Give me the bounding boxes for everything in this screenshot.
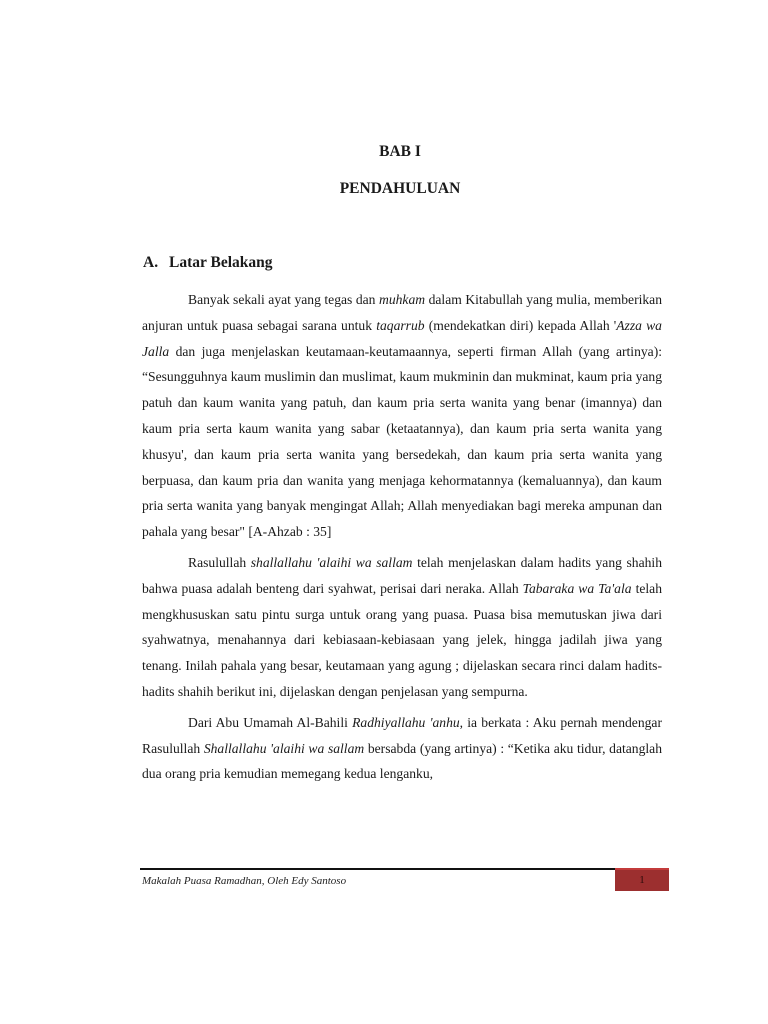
text-run: telah mengkhususkan satu pintu surga untuk orang yang puasa. Puasa bisa memutuskan jiwa dari syahwatnya, menahannya dari kebiasaan-kebiasaan yang jelek, hingga jadilah jiwa yang tenang. Inilah pahala yang besar, keutamaan yang agung ; dijelaskan secara rinci dalam hadits-hadits shahih berikut ini, dijelaskan dengan penjelasan yang sempurna. [142, 580, 662, 699]
text-run: (mendekatkan diri) kepada Allah ' [424, 317, 617, 333]
page-number: 1 [615, 868, 669, 891]
text-run: bersabda (yang artinya) : “Ketika aku tidur, datanglah dua orang pria kemudian memegang kedua lenganku, [142, 740, 662, 782]
footer-text: Makalah Puasa Ramadhan, Oleh Edy Santoso [142, 875, 347, 887]
italic-term: muhkam [379, 292, 426, 307]
text-run: Rasulullah [188, 554, 251, 570]
italic-term: taqarrub [376, 317, 425, 333]
text-run: dan juga menjelaskan keutamaan-keutamaannya, seperti firman Allah (yang artinya): “Sesungguhnya kaum muslimin dan muslimat, kaum mukminin dan mukminat, kaum pria yang patuh dan kaum wanita yang patuh, dan kaum pria serta wanita yang benar (imannya) dan kaum pria serta kaum wanita yang sabar (ketaatannya), dan kaum pria serta wanita yang khusyu', dan kaum pria serta wanita yang bersedekah, dan kaum pria serta wanita yang berpuasa, dan kaum pria dan wanita yang menjaga kehormatannya (kemaluannya), dan kaum pria serta wanita yang banyak mengingat Allah; Allah menyediakan bagi mereka ampunan dan pahala yang besar" [A-Ahzab : 35] [142, 343, 662, 540]
text-run: , ia berkata : Aku pernah mendengar Rasulullah [142, 714, 662, 756]
paragraph [142, 550, 662, 705]
section-title: Latar Belakang [169, 254, 273, 271]
text-run: telah menjelaskan dalam hadits yang shahih bahwa puasa adalah benteng dari syahwat, perisai dari neraka. Allah [142, 554, 663, 596]
text-run: dalam Kitabullah yang mulia, memberikan anjuran untuk puasa sebagai sarana untuk [142, 292, 662, 333]
italic-term: Radhiyallahu 'anhu [352, 714, 460, 730]
footer-divider [140, 868, 615, 870]
italic-term: Shallallahu 'alaihi wa sallam [203, 740, 365, 756]
chapter-title: PENDAHULUAN [339, 180, 461, 197]
text-run: Dari Abu Umamah Al-Bahili [188, 714, 353, 730]
italic-term: shallallahu 'alaihi wa sallam [250, 554, 413, 570]
italic-term: Tabaraka wa Ta'ala [522, 580, 632, 596]
paragraph [142, 287, 662, 545]
section-heading [143, 254, 273, 272]
chapter-label: BAB I [379, 143, 421, 160]
paragraph [142, 710, 662, 787]
section-number: A. [143, 254, 159, 271]
body-text [142, 287, 662, 792]
text-run: Banyak sekali ayat yang tegas dan [188, 292, 379, 307]
italic-term: Azza wa Jalla [142, 317, 662, 359]
